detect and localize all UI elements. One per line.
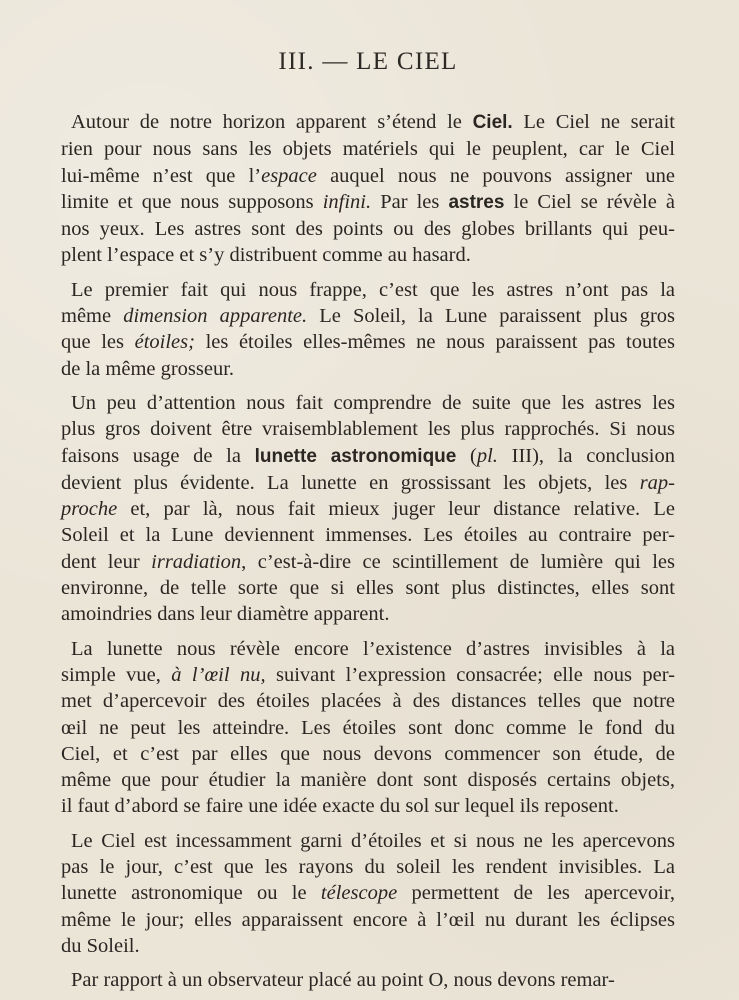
text-segment: même le jour; elles apparaissent encore à l’œil nu durant les éclipses bbox=[61, 908, 675, 931]
text-line bbox=[61, 967, 675, 993]
chapter-title: III. — LE CIEL bbox=[278, 48, 458, 75]
text-segment: il faut d’abord se faire une idée exacte du sol sur lequel ils reposent. bbox=[61, 795, 619, 818]
text-segment: et, par là, nous fait mieux juger leur distance relative. Le bbox=[117, 498, 675, 521]
text-segment: Soleil et la Lune deviennent immenses. Les étoiles au contraire per- bbox=[61, 524, 675, 547]
paragraph bbox=[61, 967, 675, 993]
text-segment: du Soleil. bbox=[61, 934, 140, 957]
text-segment: rien pour nous sans les objets matériels qui le peuplent, car le Ciel bbox=[61, 138, 675, 161]
text-segment: même que pour étudier la manière dont sont disposés certains objets, bbox=[61, 769, 675, 792]
text-line bbox=[61, 329, 675, 355]
text-line bbox=[61, 277, 675, 303]
text-segment: œil ne peut les atteindre. Les étoiles sont donc comme le fond du bbox=[61, 716, 675, 739]
text-line bbox=[61, 688, 675, 714]
paragraph bbox=[61, 390, 675, 628]
paragraph bbox=[61, 277, 675, 382]
text-segment: que les bbox=[61, 331, 135, 354]
text-line bbox=[61, 767, 675, 793]
text-segment: permettent de les apercevoir, bbox=[397, 882, 676, 905]
text-segment: Un peu d’attention nous fait comprendre de suite que les astres les bbox=[71, 391, 675, 414]
text-segment: suivant l’expression consacrée; elle nous per- bbox=[265, 663, 675, 686]
text-segment: de la même grosseur. bbox=[61, 357, 235, 380]
paragraph bbox=[61, 109, 675, 269]
text-line bbox=[61, 163, 675, 189]
paragraph bbox=[61, 636, 675, 820]
text-line bbox=[61, 880, 675, 906]
text-segment: met d’apercevoir des étoiles placées à des distances telles que notre bbox=[61, 690, 675, 713]
text-segment: nos yeux. Les astres sont des points ou des globes brillants qui peu- bbox=[61, 218, 675, 241]
text-line bbox=[61, 303, 675, 329]
text-segment: même bbox=[61, 305, 124, 328]
text-line bbox=[61, 522, 675, 548]
text-segment: pas le jour, c’est que les rayons du soleil les rendent invisibles. La bbox=[61, 856, 675, 879]
text-line bbox=[61, 828, 675, 854]
italic-text: proche bbox=[61, 498, 118, 521]
text-line bbox=[61, 136, 675, 162]
text-segment: Le Ciel est incessamment garni d’étoiles et si nous ne les apercevons bbox=[71, 829, 675, 852]
text-segment: Autour de notre horizon apparent s’étend le bbox=[71, 111, 473, 133]
text-segment: La lunette nous révèle encore l’existence d’astres invisibles à la bbox=[71, 637, 675, 660]
text-segment: devient plus évidente. La lunette en grossissant les objets, les bbox=[61, 471, 640, 494]
italic-text: pl. bbox=[476, 444, 498, 467]
text-segment: plent l’espace et s’y distribuent comme au hasard. bbox=[61, 244, 471, 267]
text-line bbox=[61, 496, 675, 522]
text-segment: Par rapport à un observateur placé au point O, nous devons remar- bbox=[71, 969, 615, 992]
text-line bbox=[61, 443, 675, 470]
text-line bbox=[61, 242, 675, 268]
text-segment: lunette astronomique ou le bbox=[61, 882, 321, 905]
bold-term: lunette astronomique bbox=[254, 445, 457, 467]
text-line bbox=[61, 907, 675, 933]
text-line bbox=[61, 390, 675, 416]
text-segment: Le premier fait qui nous frappe, c’est que les astres n’ont pas la bbox=[71, 278, 675, 301]
text-segment: environne, de telle sorte que si elles sont plus distinctes, elles sont bbox=[61, 577, 675, 600]
text-line bbox=[61, 189, 675, 216]
text-segment: ( bbox=[456, 444, 477, 467]
text-line bbox=[61, 470, 675, 496]
text-segment: lui-même n’est que l’ bbox=[61, 164, 262, 187]
text-line bbox=[61, 356, 675, 382]
text-segment: limite et que nous supposons bbox=[61, 190, 323, 213]
text-segment: amoindries dans leur diamètre apparent. bbox=[61, 603, 390, 626]
text-segment: plus gros doivent être vraisemblablement les plus rapprochés. Si nous bbox=[61, 418, 675, 441]
bold-term: Ciel. bbox=[472, 112, 513, 133]
text-segment: dent leur bbox=[61, 550, 152, 573]
text-line bbox=[61, 715, 675, 741]
text-segment: le Ciel se révèle à bbox=[504, 190, 675, 213]
text-line bbox=[61, 636, 675, 662]
text-line bbox=[61, 575, 675, 601]
italic-text: infini. bbox=[322, 190, 372, 213]
text-line bbox=[61, 216, 675, 242]
text-segment: Le Ciel ne serait bbox=[512, 111, 675, 133]
text-segment: , c’est-à-dire ce scintillement de lumière qui les bbox=[241, 550, 675, 573]
text-segment: auquel nous ne pouvons assigner une bbox=[316, 164, 675, 187]
text-segment: faisons usage de la bbox=[61, 444, 255, 467]
italic-text: rap- bbox=[639, 471, 675, 494]
paragraph bbox=[61, 828, 675, 959]
text-line bbox=[61, 109, 675, 136]
text-segment: Ciel, et c’est par elles que nous devons commencer son étude, de bbox=[61, 742, 675, 765]
text-segment: simple vue, bbox=[61, 663, 172, 686]
text-segment: Le Soleil, la Lune paraissent plus gros bbox=[307, 305, 675, 328]
text-line bbox=[61, 601, 675, 627]
text-segment: III), la conclusion bbox=[497, 444, 676, 467]
body-text bbox=[61, 109, 675, 994]
text-line bbox=[61, 854, 675, 880]
text-line bbox=[61, 662, 675, 688]
bold-term: astres bbox=[448, 191, 505, 213]
text-line bbox=[61, 933, 675, 959]
italic-text: dimension apparente. bbox=[123, 305, 308, 328]
italic-text: irradiation bbox=[151, 550, 242, 573]
text-line bbox=[61, 793, 675, 819]
text-line bbox=[61, 416, 675, 442]
text-segment: Par les bbox=[371, 190, 449, 213]
italic-text: espace bbox=[261, 164, 317, 187]
italic-text: à l’œil nu, bbox=[171, 663, 266, 686]
text-line bbox=[61, 741, 675, 767]
text-segment: les étoiles elles-mêmes ne nous paraissent pas toutes bbox=[194, 331, 675, 354]
italic-text: télescope bbox=[320, 882, 398, 905]
text-line bbox=[61, 549, 675, 575]
italic-text: étoiles; bbox=[134, 331, 195, 354]
